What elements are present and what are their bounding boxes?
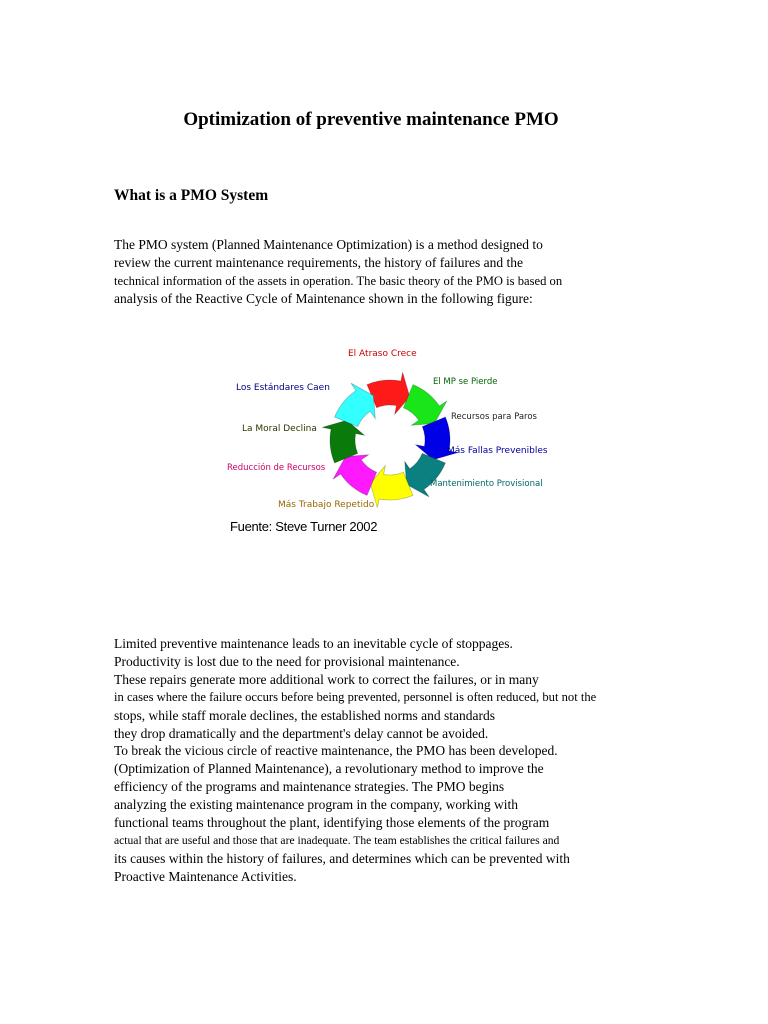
intro-line: The PMO system (Planned Maintenance Optimization) is a method designed to [114, 237, 543, 252]
body-line: (Optimization of Planned Maintenance), a revolutionary method to improve the [114, 761, 544, 777]
body-line: To break the vicious circle of reactive maintenance, the PMO has been developed. [114, 743, 558, 759]
cycle-svg [220, 340, 560, 520]
label-la-moral-declina: La Moral Declina [242, 424, 317, 434]
intro-paragraph [114, 236, 562, 308]
label-recursos-para-paros: Recursos para Paros [451, 412, 537, 422]
body-line: Limited preventive maintenance leads to an inevitable cycle of stoppages. [114, 636, 513, 651]
intro-line: review the current maintenance requirements, the history of failures and the [114, 255, 523, 270]
body-line: its causes within the history of failures, and determines which can be prevented with [114, 850, 570, 866]
body-line: functional teams throughout the plant, identifying those elements of the program [114, 815, 550, 831]
label-el-atraso-crece: El Atraso Crece [348, 349, 417, 359]
body-line: Productivity is lost due to the need for provisional maintenance. [114, 653, 460, 669]
reactive-cycle-diagram [220, 340, 560, 540]
intro-line: analysis of the Reactive Cycle of Maintenance shown in the following figure: [114, 291, 533, 306]
body-line: These repairs generate more additional work to correct the failures, or in many [114, 671, 539, 687]
figure-caption: Fuente: Steve Turner 2002 [230, 519, 378, 534]
body-line: efficiency of the programs and maintenance strategies. The PMO begins [114, 779, 505, 795]
section-heading: What is a PMO System [114, 187, 269, 204]
intro-line: technical information of the assets in operation. The basic theory of the PMO is based on [114, 274, 563, 288]
label-el-mp-se-pierde: El MP se Pierde [433, 377, 498, 387]
body-line: analyzing the existing maintenance program in the company, working with [114, 797, 519, 813]
label-mantenimiento-provisional: Mantenimiento Provisional [430, 479, 543, 489]
body-line: in cases where the failure occurs before being prevented, personnel is often reduced, but not the [114, 689, 597, 704]
body-line: actual that are useful and those that are inadequate. The team establishes the critical failures and [114, 833, 560, 847]
label-los-estandares-caen: Los Estándares Caen [236, 383, 330, 393]
label-mas-trabajo-repetido: Más Trabajo Repetido [278, 500, 375, 510]
body-paragraph [114, 635, 596, 886]
label-mas-fallas-prevenibles: Más Fallas Prevenibles [447, 446, 548, 456]
body-line: Proactive Maintenance Activities. [114, 868, 297, 884]
label-reduccion-de-recursos: Reducción de Recursos [227, 463, 326, 473]
body-line: they drop dramatically and the department's delay cannot be avoided. [114, 725, 489, 741]
document-title: Optimization of preventive maintenance PMO [183, 109, 559, 130]
body-line: stops, while staff morale declines, the established norms and standards [114, 707, 496, 723]
